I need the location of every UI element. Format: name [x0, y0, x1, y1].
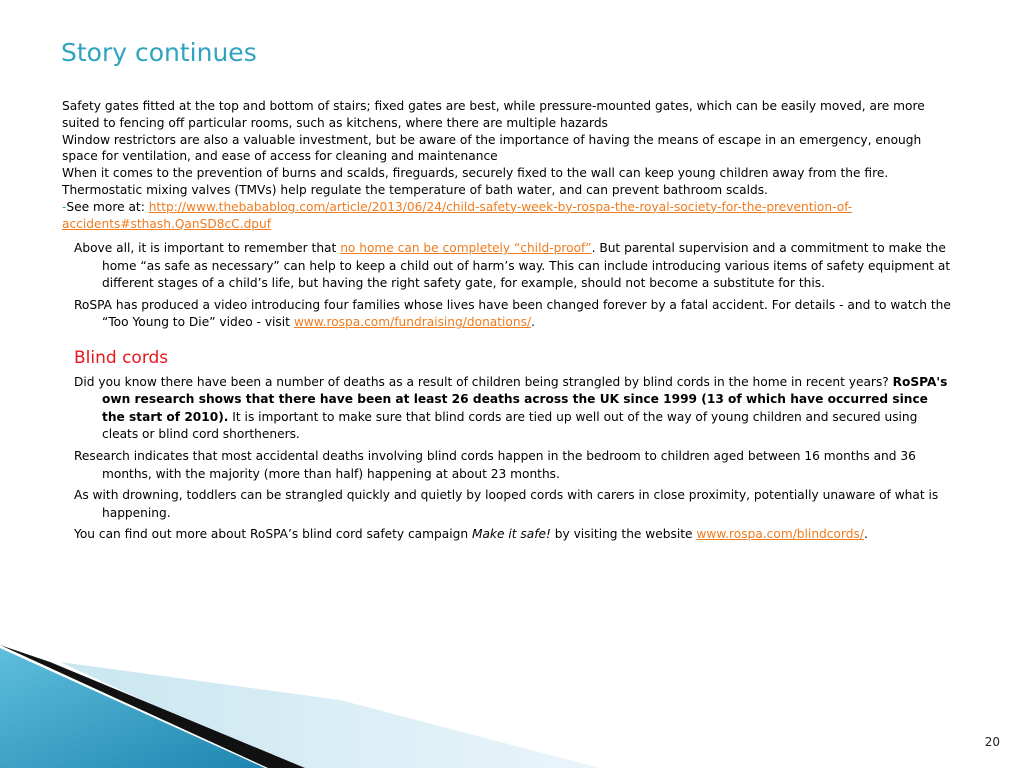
intro-text-block [62, 98, 952, 232]
rospa-video-text-b: . [531, 315, 535, 330]
campaign-text-c: . [863, 527, 868, 542]
blind-cords-deaths-paragraph [74, 374, 952, 444]
pale-blue-swoosh [60, 662, 600, 768]
donations-link[interactable]: www.rospa.com/fundraising/donations/ [293, 315, 532, 330]
blue-swoosh [0, 648, 265, 768]
campaign-text-b: by visiting the website [550, 527, 697, 542]
campaign-text-a: You can find out more about RoSPA’s blind cord safety campaign [74, 527, 472, 542]
burns-scalds-paragraph: When it comes to the prevention of burns and scalds, fireguards, securely fixed to the wall can keep young children away from the fire. Thermostatic mixing valves (TMVs) help regulate the temperature of bath water, and can prevent bathroom scalds. [62, 166, 889, 197]
black-swoosh [0, 645, 305, 768]
main-text-block [74, 240, 952, 548]
see-more-link[interactable]: http://www.thebabablog.com/article/2013/06/24/child-safety-week-by-rospa-the-royal-society-for-the-prevention-of-accidents#sthash.QanSD8cC.dpuf [62, 199, 853, 231]
rospa-video-text-a: RoSPA has produced a video introducing four families whose lives have been changed forever by a fatal accident. For details - and to watch the “Too Young to Die” video - visit [74, 297, 951, 330]
blind-cords-research-paragraph: Research indicates that most accidental deaths involving blind cords happen in the bedroom to children aged between 16 months and 36 months, with the majority (more than half) happening at about 23 months. [74, 448, 916, 481]
see-more-line [62, 199, 952, 233]
see-more-dash: - [62, 199, 67, 214]
child-proof-text-b: . But parental supervision and a commitment to make the home “as safe as necessary” can help to keep a child out of harm’s way. This can include introducing various items of safety equipment at different stages of a child’s life, but having the right safety gate, for example, should not become a substitute for this. [102, 241, 951, 291]
child-proof-text-a: Above all, it is important to remember that [74, 241, 341, 255]
campaign-name-italic: Make it safe! [471, 527, 551, 542]
blind-cords-drowning-paragraph: As with drowning, toddlers can be strangled quickly and quietly by looped cords with carers in close proximity, potentially unaware of what is happening. [74, 488, 939, 520]
safety-gates-paragraph: Safety gates fitted at the top and bottom of stairs; fixed gates are best, while pressure-mounted gates, which can be easily moved, are more suited to fencing off particular rooms, such as kitchens, where there are multiple hazards [62, 99, 925, 130]
blind-cords-deaths-text-a: Did you know there have been a number of deaths as a result of children being strangled by blind cords in the home in recent years? [74, 374, 893, 389]
child-proof-paragraph [74, 240, 952, 293]
blindcords-link[interactable]: www.rospa.com/blindcords/ [696, 527, 864, 542]
blind-cords-deaths-text-b: It is important to make sure that blind cords are tied up well out of the way of young children and secured using cleats or blind cord shortheners. [102, 409, 918, 442]
child-proof-link[interactable]: no home can be completely “child-proof” [340, 241, 592, 255]
see-more-label: See more at: [66, 199, 149, 214]
page-number: 20 [984, 735, 1000, 749]
window-restrictors-paragraph: Window restrictors are also a valuable investment, but be aware of the importance of having the means of escape in an emergency, enough space for ventilation, and ease of access for cleaning and maintenance [62, 132, 922, 164]
blind-cords-heading: Blind cords [74, 347, 169, 368]
blind-cords-campaign-paragraph [74, 526, 952, 544]
slide-title: Story continues [61, 38, 257, 67]
rospa-video-paragraph [74, 297, 952, 332]
blind-cords-research-bold: RoSPA's own research shows that there have been at least 26 deaths across the UK since 1999 (13 of which have occurred since the start of 2010). [102, 374, 948, 424]
